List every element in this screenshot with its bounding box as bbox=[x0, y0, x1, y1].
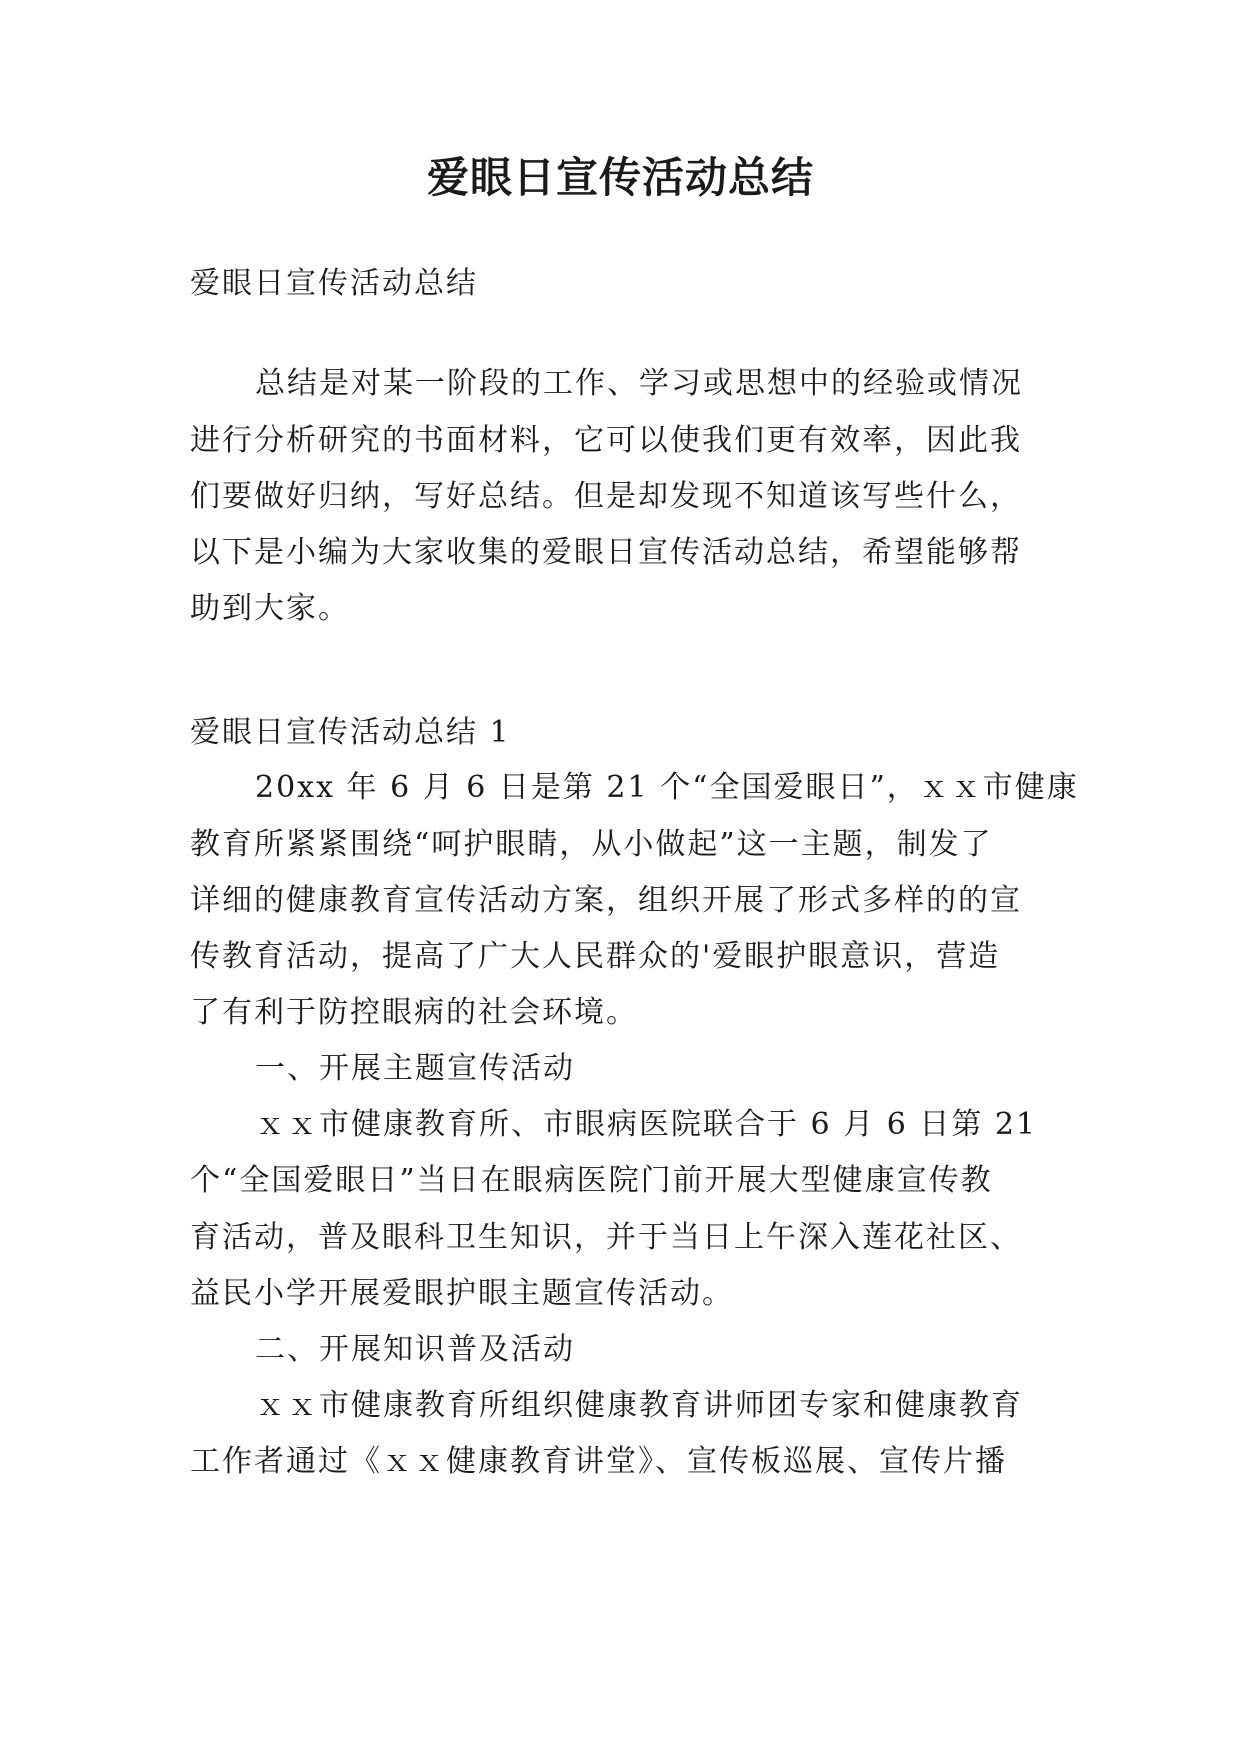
document-title: 爱眼日宣传活动总结 bbox=[426, 153, 814, 202]
document-subtitle: 爱眼日宣传活动总结 bbox=[190, 266, 478, 301]
intro-line-5: 助到大家。 bbox=[190, 591, 350, 626]
para2-line-1: ｘｘ市健康教育所、市眼病医院联合于 6 月 6 日第 21 bbox=[255, 1107, 1038, 1142]
para1-line-2: 教育所紧紧围绕“呵护眼睛，从小做起”这一主题，制发了 bbox=[190, 827, 993, 862]
para2-line-2: 个“全国爱眼日”当日在眼病医院门前开展大型健康宣传教 bbox=[190, 1163, 993, 1198]
para1-line-4: 传教育活动，提高了广大人民群众的'爱眼护眼意识，营造 bbox=[190, 939, 1001, 974]
intro-line-2: 进行分析研究的书面材料，它可以使我们更有效率，因此我 bbox=[190, 423, 1022, 458]
subheading-two: 二、开展知识普及活动 bbox=[255, 1332, 575, 1367]
para3-line-2: 工作者通过《ｘｘ健康教育讲堂》、宣传板巡展、宣传片播 bbox=[190, 1444, 1007, 1479]
para3-line-1: ｘｘ市健康教育所组织健康教育讲师团专家和健康教育 bbox=[255, 1388, 1023, 1423]
para1-line-5: 了有利于防控眼病的社会环境。 bbox=[190, 995, 638, 1030]
intro-line-1: 总结是对某一阶段的工作、学习或思想中的经验或情况 bbox=[255, 366, 1023, 401]
intro-line-3: 们要做好归纳，写好总结。但是却发现不知道该写些什么， bbox=[190, 479, 1022, 514]
para2-line-4: 益民小学开展爱眼护眼主题宣传活动。 bbox=[190, 1276, 734, 1311]
subheading-one: 一、开展主题宣传活动 bbox=[255, 1051, 575, 1086]
section-heading-1: 爱眼日宣传活动总结 1 bbox=[190, 715, 511, 750]
intro-line-4: 以下是小编为大家收集的爱眼日宣传活动总结，希望能够帮 bbox=[190, 535, 1022, 570]
para2-line-3: 育活动，普及眼科卫生知识，并于当日上午深入莲花社区、 bbox=[190, 1220, 1022, 1255]
para1-line-1: 20xx 年 6 月 6 日是第 21 个“全国爱眼日”，ｘｘ市健康 bbox=[255, 770, 1079, 805]
para1-line-3: 详细的健康教育宣传活动方案，组织开展了形式多样的的宣 bbox=[190, 883, 1022, 918]
